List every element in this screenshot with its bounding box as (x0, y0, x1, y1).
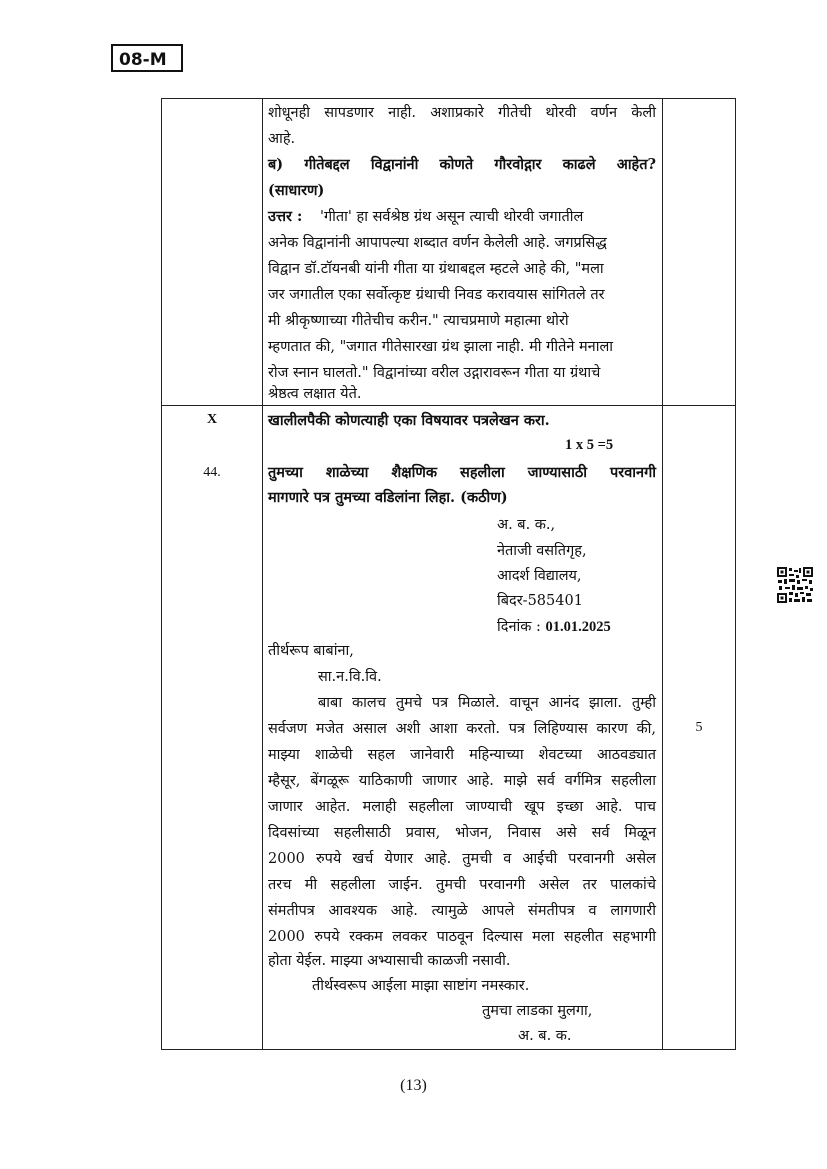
address-line: बिदर-585401 (497, 593, 583, 609)
closing: तुमचा लाडका मुलगा, (482, 1003, 593, 1019)
page-number: (13) (400, 1077, 427, 1094)
q44-topic-line: मागणारे पत्र तुमच्या वडिलांना लिहा. (कठीण) (268, 489, 508, 506)
answer-label: उत्तर : (268, 208, 303, 225)
greeting: सा.न.वि.वि. (318, 669, 382, 685)
section-label: X (206, 412, 218, 427)
letter-body-line: जाणार आहेत. मलाही सहलीला जाण्याची खूप इच्छा आहे. पाच (268, 799, 656, 815)
answer-line: विद्वान डॉ.टॉयनबी यांनी गीता या ग्रंथाबद्दल म्हटले आहे की, "मला (268, 261, 604, 277)
letter-body-line: बाबा कालच तुमचे पत्र मिळाले. वाचून आनंद झाला. तुम्ही (318, 695, 656, 711)
answer-line: 'गीता' हा सर्वश्रेष्ठ ग्रंथ असून त्याची थोरवी जगातील (320, 209, 584, 225)
address-line: आदर्श विद्यालय, (497, 568, 582, 584)
letter-body-line: तरच मी सहलीला जाईन. तुमची परवानगी असेल तर पालकांचे (268, 877, 656, 893)
letter-body-line: 2000 रुपये रक्कम लवकर पाठवून दिल्यास मला सहलीत सहभागी (268, 929, 656, 945)
q43-continued-line: शोधूनही सापडणार नाही. अशाप्रकारे गीतेची थोरवी वर्णन केली (268, 105, 656, 121)
marks-formula: 1 x 5 =5 (565, 437, 614, 453)
question-number: 44. (203, 465, 221, 480)
paper-code: 08-M (111, 44, 183, 72)
answer-line: रोज स्नान घालतो." विद्वानांच्या वरील उद्गारावरून गीता या ग्रंथाचे (268, 365, 601, 381)
answer-line: जर जगातील एका सर्वोत्कृष्ट ग्रंथाची निवड करावयास सांगितले तर (268, 287, 605, 303)
q43-sub-b-level: (साधारण) (268, 182, 325, 199)
letter-body-line: सर्वजण मजेत असाल अशी आशा करतो. पत्र लिहिण्यास कारण की, (268, 721, 656, 737)
answer-line: श्रेष्ठत्व लक्षात येते. (268, 386, 362, 402)
letter-body-line: दिवसांच्या सहलीसाठी प्रवास, भोजन, निवास असे सर्व मिळून (268, 825, 656, 841)
q43-sub-b-question: ब) गीतेबद्दल विद्वानांनी कोणते गौरवोद्गार काढले आहेत? (268, 156, 656, 173)
letter-date (497, 614, 611, 640)
address-line: नेताजी वसतिगृह, (497, 543, 587, 559)
letter-body-line: 2000 रुपये खर्च येणार आहे. तुमची व आईची परवानगी असेल (268, 851, 656, 867)
answer-line: म्हणतात की, "जगात गीतेसारखा ग्रंथ झाला नाही. मी गीतेने मनाला (268, 339, 614, 355)
letter-body-line: होता येईल. माझ्या अभ्यासाची काळजी नसावी. (268, 953, 511, 969)
signature: अ. ब. क. (518, 1028, 572, 1044)
qr-code-icon (777, 567, 813, 603)
marks-value: 5 (695, 720, 703, 735)
salutation: तीर्थरूप बाबांना, (268, 643, 354, 659)
date-label: दिनांक : (497, 619, 546, 635)
letter-body-line: माझ्या शाळेची सहल जानेवारी महिन्याच्या शेवटच्या आठवड्यात (268, 747, 656, 763)
q44-topic-line: तुमच्या शाळेच्या शैक्षणिक सहलीला जाण्यासाठी परवानगी (268, 464, 656, 481)
address-line: अ. ब. क., (497, 517, 556, 533)
regards: तीर्थस्वरूप आईला माझा साष्टांग नमस्कार. (312, 978, 530, 994)
q44-instruction: खालीलपैकी कोणत्याही एका विषयावर पत्रलेखन करा. (268, 412, 550, 429)
letter-body-line: म्हैसूर, बेंगळूरू याठिकाणी जाणार आहे. माझे सर्व वर्गमित्र सहलीला (268, 773, 656, 789)
letter-body-line: संमतीपत्र आवश्यक आहे. त्यामुळे आपले संमतीपत्र व लागणारी (268, 903, 656, 919)
answer-line: अनेक विद्वानांनी आपापल्या शब्दात वर्णन केलेली आहे. जगप्रसिद्ध (268, 235, 607, 251)
q43-continued-line: आहे. (268, 131, 296, 147)
date-value: 01.01.2025 (545, 619, 611, 635)
answer-line: मी श्रीकृष्णाच्या गीतेचीच करीन." त्याचप्रमाणे महात्मा थोरो (268, 313, 569, 329)
